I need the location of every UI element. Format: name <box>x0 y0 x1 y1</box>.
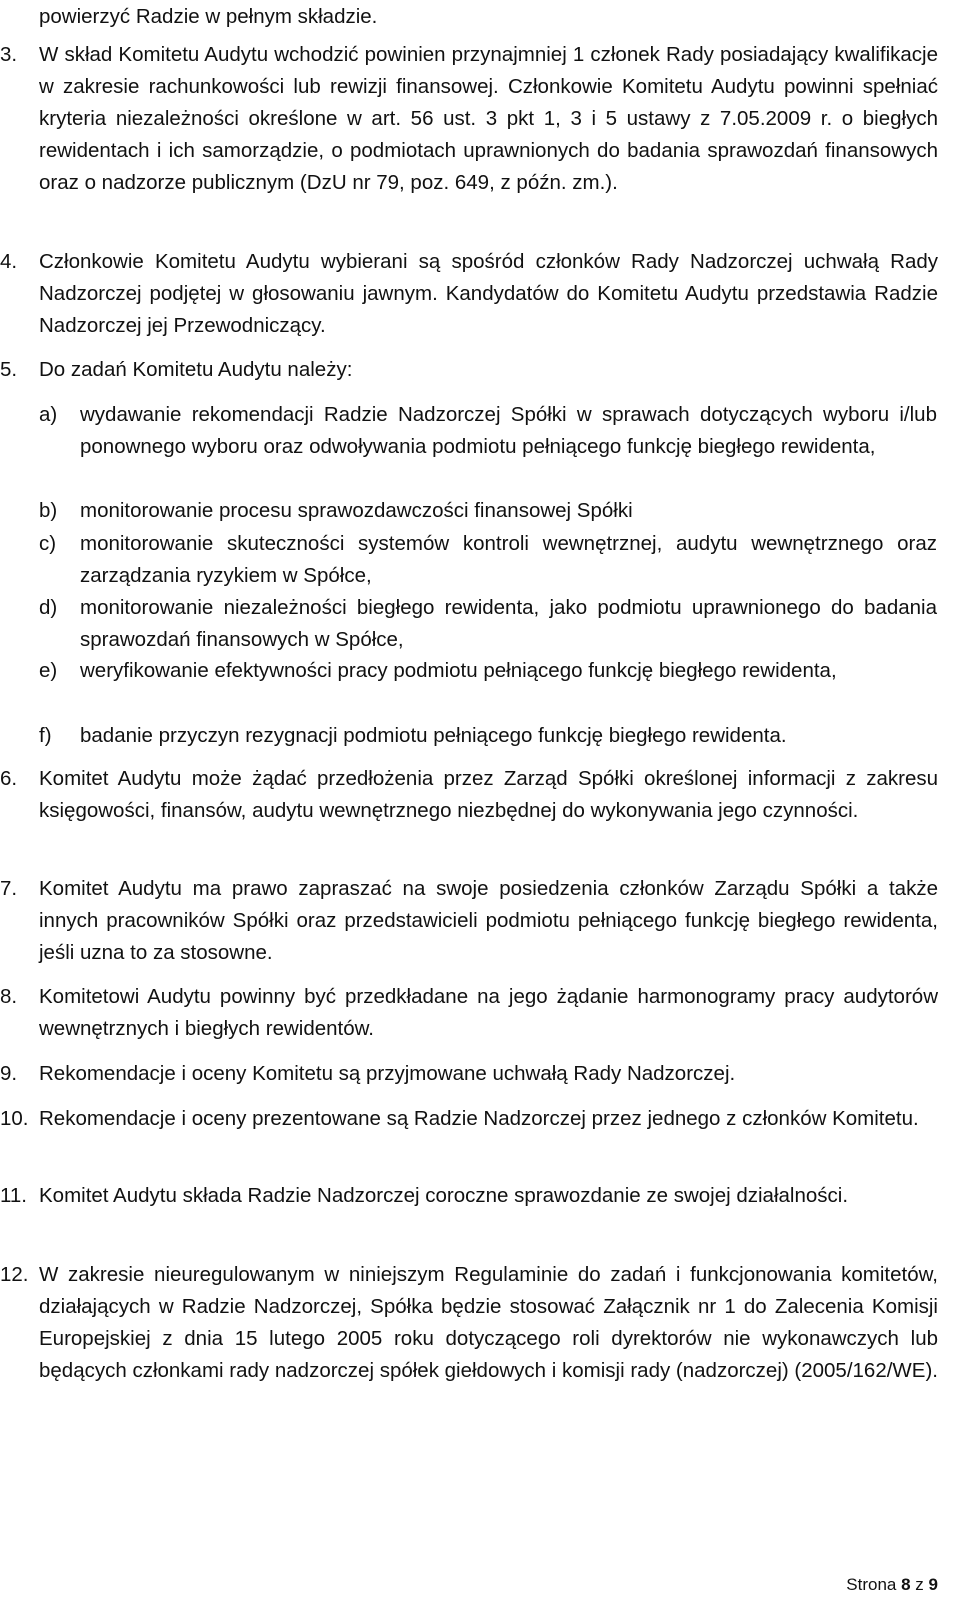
subitem-e <box>39 655 937 687</box>
item-text: Do zadań Komitetu Audytu należy: <box>39 358 353 381</box>
subitem-d <box>39 592 937 656</box>
list-item-7 <box>0 873 938 969</box>
item-text: Komitet Audytu składa Radzie Nadzorczej coroczne sprawozdanie ze swojej działalności. <box>39 1184 849 1207</box>
subitem-text: weryfikowanie efektywności pracy podmiotu pełniącego funkcję biegłego rewidenta, <box>80 659 837 682</box>
item-number: 11. <box>0 1184 27 1207</box>
item-number: 3. <box>0 43 18 66</box>
item-text: W skład Komitetu Audytu wchodzić powinien przynajmniej 1 członek Rady posiadający kwalifikacje w zakresie rachunkowości lub rewizji finansowej. Członkowie Komitetu Audytu powinni spełniać kryteria niezależności określone w art. 56 ust. 3 pkt 1, 3 i 5 ustawy z 7.05.2009 r. o biegłych rewidentach i ich samorządzie, o podmiotach uprawnionych do badania sprawozdań finansowych oraz o nadzorze publicznym (DzU nr 79, poz. 649, z późn. zm.). <box>39 43 938 194</box>
subitem-b <box>39 495 937 527</box>
item-number: 7. <box>0 877 18 900</box>
item-text: Komitet Audytu może żądać przedłożenia przez Zarząd Spółki określonej informacji z zakresu księgowości, finansów, audytu wewnętrznego niezbędnej do wykonywania jego czynności. <box>39 767 938 822</box>
subitem-letter: a) <box>39 403 58 426</box>
item-text: Rekomendacje i oceny prezentowane są Radzie Nadzorczej przez jednego z członków Komitetu. <box>39 1107 919 1130</box>
list-item-12 <box>0 1259 938 1387</box>
footer-sep: z <box>915 1575 924 1594</box>
subitem-text: monitorowanie skuteczności systemów kontroli wewnętrznej, audytu wewnętrznego oraz zarządzania ryzykiem w Spółce, <box>80 532 937 587</box>
top-line: powierzyć Radzie w pełnym składzie. <box>39 5 378 28</box>
item-number: 9. <box>0 1062 18 1085</box>
subitem-a <box>39 399 937 463</box>
subitem-text: badanie przyczyn rezygnacji podmiotu pełniącego funkcję biegłego rewidenta. <box>80 724 787 747</box>
list-item-5 <box>0 354 938 386</box>
item-number: 12. <box>0 1263 29 1286</box>
subitem-letter: e) <box>39 659 58 682</box>
subitem-text: wydawanie rekomendacji Radzie Nadzorczej Spółki w sprawach dotyczących wyboru i/lub ponownego wyboru oraz odwoływania podmiotu pełniącego funkcję biegłego rewidenta, <box>80 403 937 458</box>
item-number: 6. <box>0 767 18 790</box>
list-item-6 <box>0 763 938 827</box>
subitem-f <box>39 720 937 752</box>
subitem-letter: d) <box>39 596 58 619</box>
page-number-footer <box>846 1574 938 1596</box>
item-number: 5. <box>0 358 18 381</box>
subitem-text: monitorowanie procesu sprawozdawczości finansowej Spółki <box>80 499 633 522</box>
item-text: Rekomendacje i oceny Komitetu są przyjmowane uchwałą Rady Nadzorczej. <box>39 1062 736 1085</box>
item-text: Członkowie Komitetu Audytu wybierani są spośród członków Rady Nadzorczej uchwałą Rady Nadzorczej podjętej w głosowaniu jawnym. Kandydatów do Komitetu Audytu przedstawia Radzie Nadzorczej jej Przewodniczący. <box>39 250 938 337</box>
item-number: 8. <box>0 985 18 1008</box>
footer-label: Strona <box>846 1575 897 1594</box>
footer-page: 8 <box>901 1575 911 1594</box>
item-number: 4. <box>0 250 18 273</box>
item-text: Komitetowi Audytu powinny być przedkładane na jego żądanie harmonogramy pracy audytorów wewnętrznych i biegłych rewidentów. <box>39 985 938 1040</box>
item-text: Komitet Audytu ma prawo zapraszać na swoje posiedzenia członków Zarządu Spółki a także innych pracowników Spółki oraz przedstawicieli podmiotu pełniącego funkcję biegłego rewidenta, jeśli uzna to za stosowne. <box>39 877 938 964</box>
subitem-letter: c) <box>39 532 57 555</box>
list-item-3 <box>0 39 938 199</box>
subitem-text: monitorowanie niezależności biegłego rewidenta, jako podmiotu uprawnionego do badania sprawozdań finansowych w Spółce, <box>80 596 937 651</box>
item-number: 10. <box>0 1107 29 1130</box>
subitem-letter: f) <box>39 724 52 747</box>
list-item-4 <box>0 246 938 342</box>
list-item-10 <box>0 1103 938 1135</box>
list-item-8 <box>0 981 938 1045</box>
item-text: W zakresie nieuregulowanym w niniejszym Regulaminie do zadań i funkcjonowania komitetów, działających w Radzie Nadzorczej, Spółka będzie stosować Załącznik nr 1 do Zalecenia Komisji Europejskiej z dnia 15 lutego 2005 roku dotyczącego roli dyrektorów nie wykonawczych lub będących członkami rady nadzorczej spółek giełdowych i komisji rady (nadzorczej) (2005/162/WE). <box>39 1263 938 1382</box>
footer-total: 9 <box>928 1575 938 1594</box>
subitem-letter: b) <box>39 499 58 522</box>
list-item-11 <box>0 1180 938 1212</box>
subitem-c <box>39 528 937 592</box>
list-item-9 <box>0 1058 938 1090</box>
